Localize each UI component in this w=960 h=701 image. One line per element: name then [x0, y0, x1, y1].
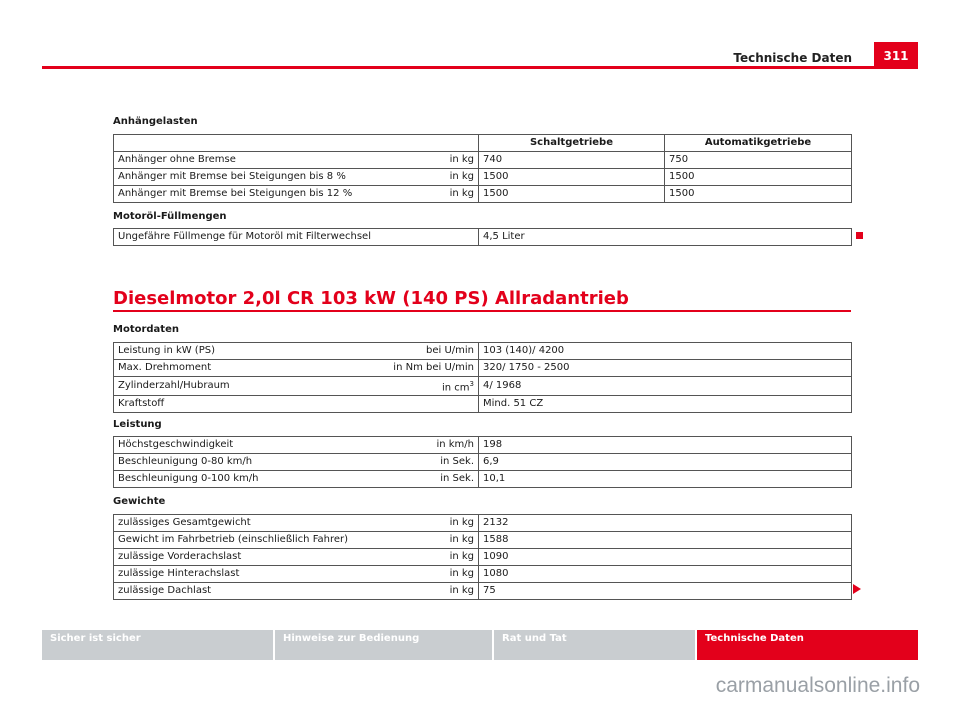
row-value: 10,1 — [479, 471, 852, 488]
row-label: Anhänger ohne Bremse — [114, 152, 369, 169]
row-unit: in Sek. — [369, 471, 479, 488]
table-row — [114, 360, 852, 377]
row-value: 6,9 — [479, 454, 852, 471]
row-value: 2132 — [479, 515, 852, 532]
table-row — [114, 169, 852, 186]
table-row — [114, 454, 852, 471]
row-value: 4/ 1968 — [479, 377, 852, 396]
column-header: Schaltgetriebe — [479, 135, 665, 152]
engine-data-table — [113, 342, 852, 413]
section-end-marker — [856, 232, 863, 239]
table-row — [114, 515, 852, 532]
row-value: 1588 — [479, 532, 852, 549]
row-label: Max. Drehmoment — [114, 360, 369, 377]
row-value: 320/ 1750 - 2500 — [479, 360, 852, 377]
table-row — [114, 186, 852, 203]
row-label: zulässiges Gesamtgewicht — [114, 515, 369, 532]
row-value: 103 (140)/ 4200 — [479, 343, 852, 360]
oil-capacity-label: Motoröl-Füllmengen — [113, 211, 227, 222]
watermark: carmanualsonline.info — [715, 674, 920, 697]
table-row — [114, 377, 852, 396]
oil-capacity-table — [113, 228, 852, 246]
table-row — [114, 549, 852, 566]
row-label: Zylinderzahl/Hubraum — [114, 377, 369, 396]
trailer-loads-label: Anhängelasten — [113, 116, 198, 127]
table-row — [114, 152, 852, 169]
row-value: 1090 — [479, 549, 852, 566]
row-label: Gewicht im Fahrbetrieb (einschließlich Fahrer) — [114, 532, 369, 549]
section-title-rule — [113, 310, 851, 312]
table-header-blank — [114, 135, 479, 152]
table-row — [114, 532, 852, 549]
row-label: Anhänger mit Bremse bei Steigungen bis 8 % — [114, 169, 369, 186]
row-value: 750 — [665, 152, 852, 169]
performance-label: Leistung — [113, 419, 162, 430]
row-unit: in km/h — [369, 437, 479, 454]
weights-label: Gewichte — [113, 496, 166, 507]
row-value: 75 — [479, 583, 852, 600]
row-label: zulässige Dachlast — [114, 583, 369, 600]
row-value: 1500 — [479, 186, 665, 203]
row-unit: bei U/min — [369, 343, 479, 360]
table-header-row — [114, 135, 852, 152]
row-value: 740 — [479, 152, 665, 169]
section-title: Dieselmotor 2,0l CR 103 kW (140 PS) Allradantrieb — [113, 288, 629, 309]
footer-nav — [42, 630, 918, 660]
continue-arrow-icon — [853, 584, 861, 594]
row-unit: in kg — [369, 532, 479, 549]
engine-data-label: Motordaten — [113, 324, 179, 335]
table-row — [114, 471, 852, 488]
row-value: 1500 — [665, 169, 852, 186]
footer-tab-sicher-ist-sicher[interactable]: Sicher ist sicher — [42, 630, 273, 660]
row-value: 1500 — [479, 169, 665, 186]
row-label: Leistung in kW (PS) — [114, 343, 369, 360]
page-header-title: Technische Daten — [733, 51, 852, 65]
table-row — [114, 229, 852, 246]
row-unit: in Sek. — [369, 454, 479, 471]
row-label: zulässige Hinterachslast — [114, 566, 369, 583]
row-unit: in kg — [369, 515, 479, 532]
table-row — [114, 343, 852, 360]
row-label: zulässige Vorderachslast — [114, 549, 369, 566]
row-value: 1080 — [479, 566, 852, 583]
row-unit: in kg — [369, 152, 479, 169]
weights-table — [113, 514, 852, 600]
table-row — [114, 396, 852, 413]
row-unit: in kg — [369, 583, 479, 600]
unit-superscript: 3 — [469, 380, 474, 388]
footer-tab-technische-daten[interactable]: Technische Daten — [695, 630, 918, 660]
row-label: Ungefähre Füllmenge für Motoröl mit Filterwechsel — [114, 229, 479, 246]
table-row — [114, 566, 852, 583]
header-rule — [42, 66, 918, 69]
table-row — [114, 583, 852, 600]
row-unit — [369, 396, 479, 413]
row-value: 1500 — [665, 186, 852, 203]
footer-tab-rat-und-tat[interactable]: Rat und Tat — [492, 630, 695, 660]
row-label: Anhänger mit Bremse bei Steigungen bis 12 % — [114, 186, 369, 203]
footer-tab-hinweise-zur-bedienung[interactable]: Hinweise zur Bedienung — [273, 630, 492, 660]
performance-table — [113, 436, 852, 488]
row-label: Kraftstoff — [114, 396, 369, 413]
row-label: Beschleunigung 0-80 km/h — [114, 454, 369, 471]
row-unit: in kg — [369, 186, 479, 203]
row-unit: in kg — [369, 566, 479, 583]
row-unit — [369, 377, 479, 396]
row-label: Höchstgeschwindigkeit — [114, 437, 369, 454]
column-header: Automatikgetriebe — [665, 135, 852, 152]
row-unit: in Nm bei U/min — [369, 360, 479, 377]
row-label: Beschleunigung 0-100 km/h — [114, 471, 369, 488]
page-number: 311 — [874, 42, 918, 69]
row-value: Mind. 51 CZ — [479, 396, 852, 413]
row-value: 198 — [479, 437, 852, 454]
trailer-loads-table — [113, 134, 852, 203]
row-unit: in kg — [369, 169, 479, 186]
row-value: 4,5 Liter — [479, 229, 852, 246]
table-row — [114, 437, 852, 454]
unit-text: in cm — [441, 382, 470, 394]
row-unit: in kg — [369, 549, 479, 566]
